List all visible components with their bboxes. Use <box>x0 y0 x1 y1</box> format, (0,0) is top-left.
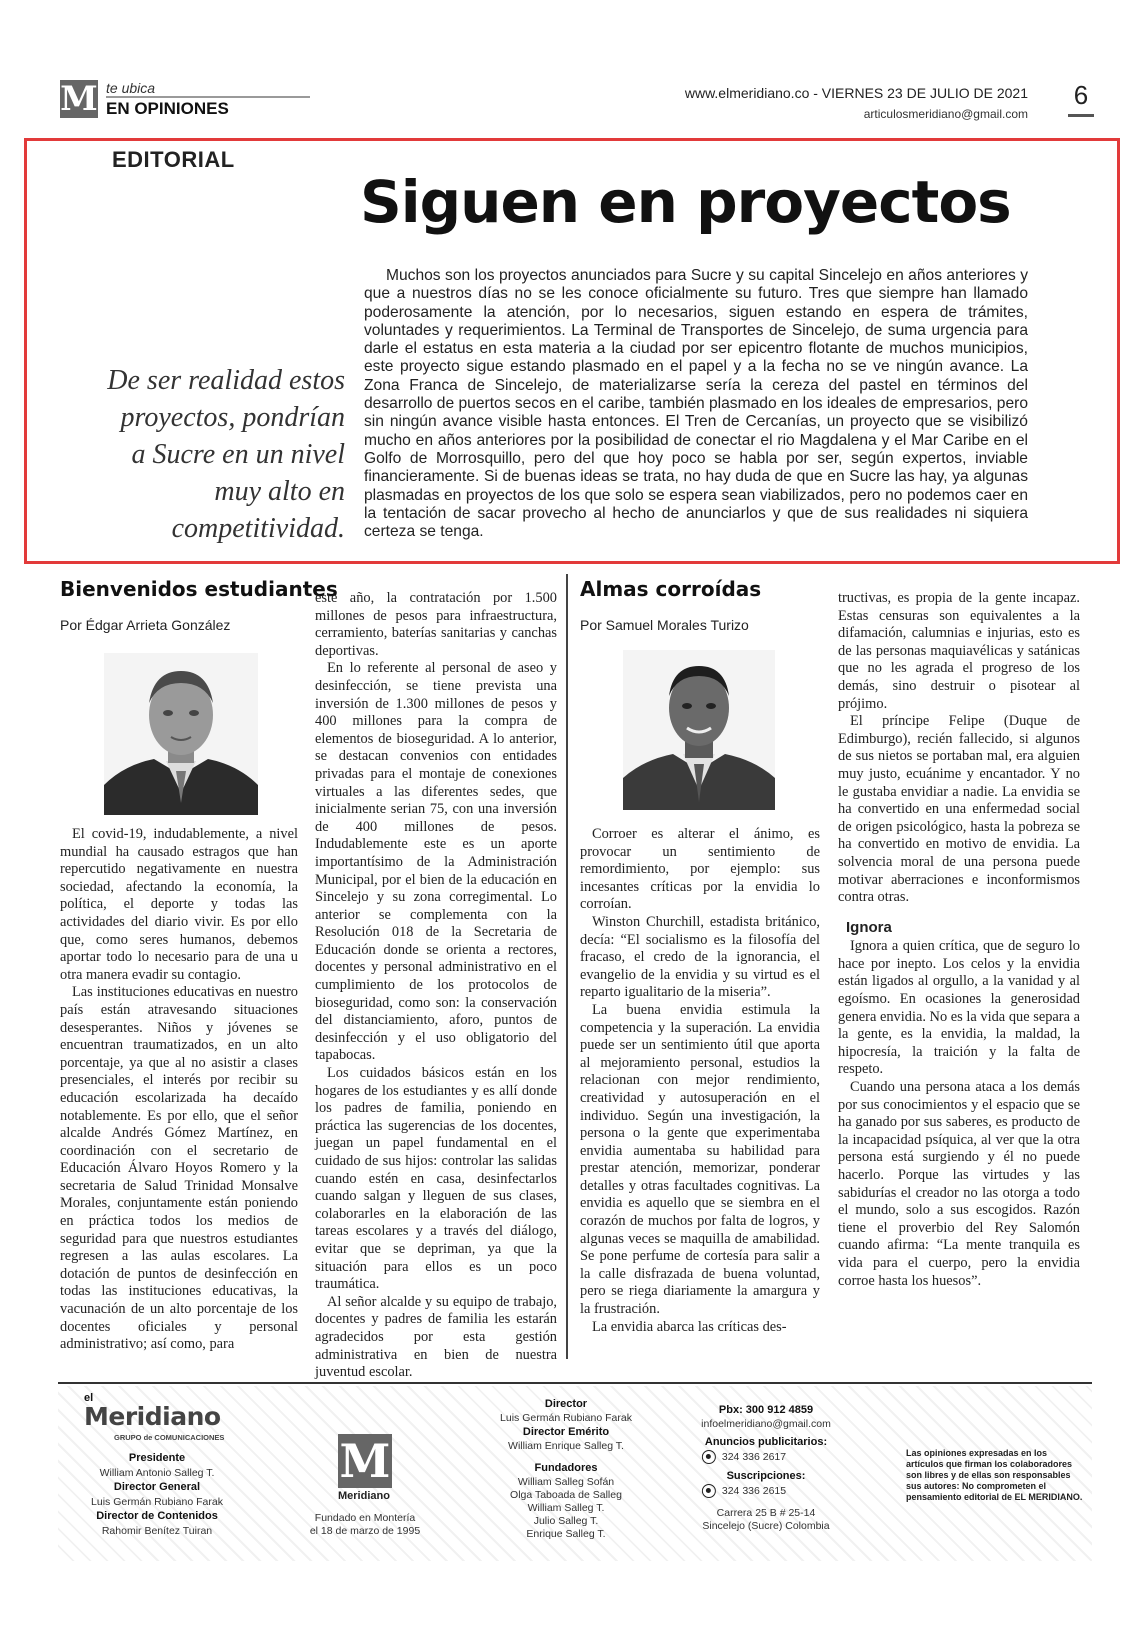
column-divider <box>566 574 568 1359</box>
founder-name: William Salleg Sofán <box>517 1476 615 1488</box>
founder-name: Olga Taboada de Salleg <box>510 1489 622 1501</box>
subscriptions-label: Suscripciones: <box>726 1470 806 1482</box>
paragraph: Las instituciones educativas en nuestro país están atravesando situaciones desesperantes. Niños y jóvenes se encuentran traumatizados, en un alto porcentaje, ya que al no asistir a clases presenciales, el interés por recibir su educación escolarizada ha decaído notablemente. Es por ello, que el señor alcalde Andrés Gómez Martínez, en coordinación con el secretario de Educación Álvaro Hoyos Romero y la secretaria de Salud Trinidad Monsalve Morales, conjuntamente están poniendo en práctica todos los medios de seguridad para que nuestros estudiantes regresen a las aulas escolares. La dotación de puntos de desinfección en todas las instituciones educativas, la vacunación de un alto porcentaje de los docentes oficiales y personal administrativo; así como, para <box>60 984 298 1353</box>
editorial-body: Muchos son los proyectos anunciados para Sucre y su capital Sincelejo en años anteriores y que a nuestros días no se les conoce oficialmente su futuro. Tres que siempre han llamado poderosamente la atención, por lo necesarios, siguen estando en espera de trámites, voluntades y requerimientos. La Terminal de Transportes de Sincelejo, de suma urgencia para darle el estatus en esta materia a la ciudad por ser epicentro flotante de muchos municipios, este proyecto sigue estando plasmado en el papel y a la fecha no se ve ningún avance. La Zona Franca de Sincelejo, de materializarse sería la cereza del pastel en términos del desarrollo de puertos secos en el caribe, también plasmado en los ideales de empresarios, pero sin ningún avance visible hasta entonces. El Tren de Cercanías, un proyecto que se visibilizó mucho en años anteriores por la posibilidad de conectar el rio Magdalena y el Mar Caribe en el Golfo de Morrosquillo, pero del que hoy poco se habla por ser, según expertos, inviable financieramente. Si de buenas ideas se trata, no hay duda de que en Sucre las hay, ya algunas plasmadas en proyectos de los que solo se espera sean viabilizados, pero no podemos caer en la tentación de sacar provecho al hecho de anunciarlos y que de sus realidades ni siquiera certeza se tenga. <box>364 267 1028 541</box>
paragraph: La envidia abarca las críticas des- <box>592 1318 787 1335</box>
page-number: 6 <box>1073 80 1089 110</box>
paragraph: Al señor alcalde y su equipo de trabajo, docentes y padres de familia les estarán agradecidos por esta gestión administrativa en bien de nuestra juventud escolar. <box>315 1293 557 1381</box>
paragraph: este año, la contratación por 1.500 millones de pesos para infraestructura, cerramiento, baterías sanitarias y canchas deportivas. <box>315 590 557 659</box>
founder-name: Enrique Salleg T. <box>526 1528 606 1540</box>
staff-label: Fundadores <box>534 1462 598 1474</box>
city: Sincelejo (Sucre) Colombia <box>702 1520 830 1532</box>
editorial-label: EDITORIAL <box>112 147 235 172</box>
staff-name: William Enrique Salleg T. <box>508 1440 624 1452</box>
footer-rule <box>58 1382 1092 1384</box>
staff-label: Director Emérito <box>522 1426 610 1438</box>
date-line: www.elmeridiano.co - VIERNES 23 DE JULIO DE 2021 <box>684 85 1028 101</box>
header-rule <box>106 96 310 98</box>
article1-column-1 <box>60 826 298 1356</box>
paragraph: Corroer es alterar el ánimo, es provocar un sentimiento de remordimiento, por ejemplo: sus incesantes críticas por la envidia lo corroían. <box>580 826 820 913</box>
tagline: te ubica <box>106 80 156 96</box>
founder-name: Julio Salleg T. <box>533 1515 599 1527</box>
ads-phone: 324 336 2617 <box>702 1450 786 1464</box>
footer-logo: M <box>339 1434 391 1488</box>
staff-name: Luis Germán Rubiano Farak <box>500 1412 632 1424</box>
subscriptions-phone: 324 336 2615 <box>702 1484 786 1498</box>
author-photo <box>104 653 258 815</box>
paragraph: tructivas, es propia de la gente incapaz. Estas censuras son equivalentes a la difamación, calumnias e injurias, esto es de las personas maquiavélicas y satánicas que no les agrada el progreso de los demás, sino destruir o pisotear al prójimo. <box>838 590 1080 712</box>
whatsapp-icon <box>702 1450 716 1464</box>
brand-el: el <box>84 1392 94 1404</box>
address: Carrera 25 B # 25-14 <box>716 1507 816 1519</box>
page-number-rule <box>1068 114 1094 117</box>
article-title: Bienvenidos estudiantes <box>60 577 338 601</box>
author-photo <box>623 650 775 810</box>
staff-name: Luis Germán Rubiano Farak <box>91 1496 223 1508</box>
subheading: Ignora <box>846 918 892 936</box>
founded-date: el 18 de marzo de 1995 <box>309 1525 421 1537</box>
header-email: articulosmeridiano@gmail.com <box>863 107 1028 121</box>
pbx-phone: Pbx: 300 912 4859 <box>718 1404 814 1416</box>
whatsapp-icon <box>702 1484 716 1498</box>
article-byline: Por Samuel Morales Turizo <box>580 617 749 633</box>
meridiano-logo: M <box>60 79 98 119</box>
author-portrait-image <box>623 650 775 810</box>
contact-email: infoelmeridiano@gmail.com <box>701 1418 831 1430</box>
staff-label: Presidente <box>128 1452 186 1464</box>
founder-name: William Salleg T. <box>527 1502 605 1514</box>
article2-column-1 <box>580 826 820 1356</box>
article-byline: Por Édgar Arrieta González <box>60 617 231 633</box>
staff-label: Director General <box>113 1481 201 1493</box>
author-portrait-image <box>104 653 258 815</box>
section-label: EN OPINIONES <box>106 99 229 118</box>
disclaimer: Las opiniones expresadas en los artículos que firman los colaboradores son libres y de ellas son responsables sus autores: No comprometen el pensamiento editorial de EL MERIDIANO. <box>906 1448 1083 1502</box>
article1-column-2 <box>315 590 557 1381</box>
staff-name: William Antonio Salleg T. <box>99 1467 215 1479</box>
footer-logo-name: Meridiano <box>338 1490 390 1502</box>
founded-text: Fundado en Montería <box>314 1512 416 1524</box>
staff-name: Rahomir Benítez Tuiran <box>101 1525 213 1537</box>
staff-label: Director de Contenidos <box>96 1510 218 1522</box>
brand-group: GRUPO de COMUNICACIONES <box>114 1433 225 1442</box>
ads-label: Anuncios publicitarios: <box>704 1436 828 1448</box>
pull-quote: De ser realidad estos proyectos, pondrían a Sucre en un nivel muy alto en competitividad. <box>107 365 345 544</box>
article2-column-2 <box>838 590 1080 1357</box>
paragraph: Los cuidados básicos están en los hogares de los estudiantes y es allí donde los padres de familia, poniendo en práctica las sugerencias de los docentes, juegan un papel fundamental en el cuidado de sus hijos: controlar las salidas cuando estén en casa, desinfectarlos cuando salgan y lleguen de sus clases, colaborarles en la elaboración de las tareas escolares y a través del diálogo, evitar que se depriman, ya que la situación para ellos es un poco traumática. <box>315 1065 557 1293</box>
staff-label: Director <box>544 1398 588 1410</box>
paragraph: Cuando una persona ataca a los demás por sus conocimientos y el espacio que se ha ganado por sus saberes, es producto de la incapacidad psíquica, al ver que la otra persona está surgiendo y él no puede hacerlo. Porque las virtudes y las sabidurías el creador no las otorga a todo el mundo, solo a sus escogidos. Razón tiene el proverbio del Rey Salomón cuando afirma: “La mente tranquila es vida para el cuerpo, pero la envidia corroe hasta los huesos”. <box>838 1079 1080 1289</box>
paragraph: Winston Churchill, estadista británico, decía: “El socialismo es la filosofía del fracaso, el credo de la ignorancia, el evangelio de la envidia y su virtud es el reparto igualitario de la miseria”. <box>580 913 820 1001</box>
paragraph: El covid-19, indudablemente, a nivel mundial ha causado estragos que han repercutido negativamente en nuestra sociedad, afectando la economía, la política, el deporte y todas las actividades del diario vivir. Es por ello que, como seres humanos, debemos aportar todo lo necesario para de una u otra manera evadir su contagio. <box>60 826 298 983</box>
brand-name: Meridiano <box>84 1402 221 1431</box>
paragraph: Ignora a quien crítica, que de seguro lo hace por inepto. Los celos y la envidia están ligados al orgullo, a la vanidad y al egoísmo. En ocasiones la generosidad genera envidia. No es la vida que separa a la gente, es la envidia, la maldad, la hipocresía, la traición y la falta de respeto. <box>838 938 1080 1078</box>
paragraph: El príncipe Felipe (Duque de Edimburgo), recién fallecido, si algunos de sus nietos se portaban mal, era alguien muy justo, ecuánime y encantador. Y no le gustaba envidiar a nadie. La envidia se ha convertido en una enfermedad social de origen psicológico, hasta la pobreza se ha convertido en motivo de envidia. La solvencia moral de una persona puede motivar aberraciones e inconformismos contra otras. <box>838 713 1080 906</box>
paragraph: En lo referente al personal de aseo y desinfección, se tiene prevista una inversión de 1.300 millones de pesos y 400 millones para la compra de elementos de bioseguridad. A lo anterior, se destacan convenios con entidades privadas para el montaje de conexiones virtuales a las diferentes sedes, que inicialmente serian 75, con una inversión de 400 millones de pesos. Indudablemente este es un aporte importantísimo de la Administración Municipal, por el bien de la educación en Sincelejo y su zona corregimental. Lo anterior se complementa con la Resolución 018 de la Secretaria de Educación donde se orienta a rectores, docentes y personal administrativo en el cumplimiento de los protocolos de bioseguridad, como son: la conservación del distanciamiento, aforo, puntos de desinfección y el uso obligatorio del tapabocas. <box>315 660 557 1064</box>
article-title: Almas corroídas <box>580 577 762 601</box>
paragraph: La buena envidia estimula la competencia y la superación. La envidia puede ser un sentimiento útil que aporta al mejoramiento personal, estudios la relacionan con mejor rendimiento, creatividad y autosuperación en el individuo. Según una investigación, la persona o la gente que experimentaba envidia aumentaba su habilidad para prestar atención, memorizar, ponderar detalles y otras facultades cognitivas. La envidia es aquello que se siembra en el corazón de muchos por falta de logros, y algunas veces se maquilla de amabilidad. Se pone perfume de cortesía para salir a la calle disfrazada de buena voluntad, pero se riega diariamente la amargura y la frustración. <box>580 1001 820 1318</box>
editorial-title: Siguen en proyectos <box>360 168 1011 236</box>
